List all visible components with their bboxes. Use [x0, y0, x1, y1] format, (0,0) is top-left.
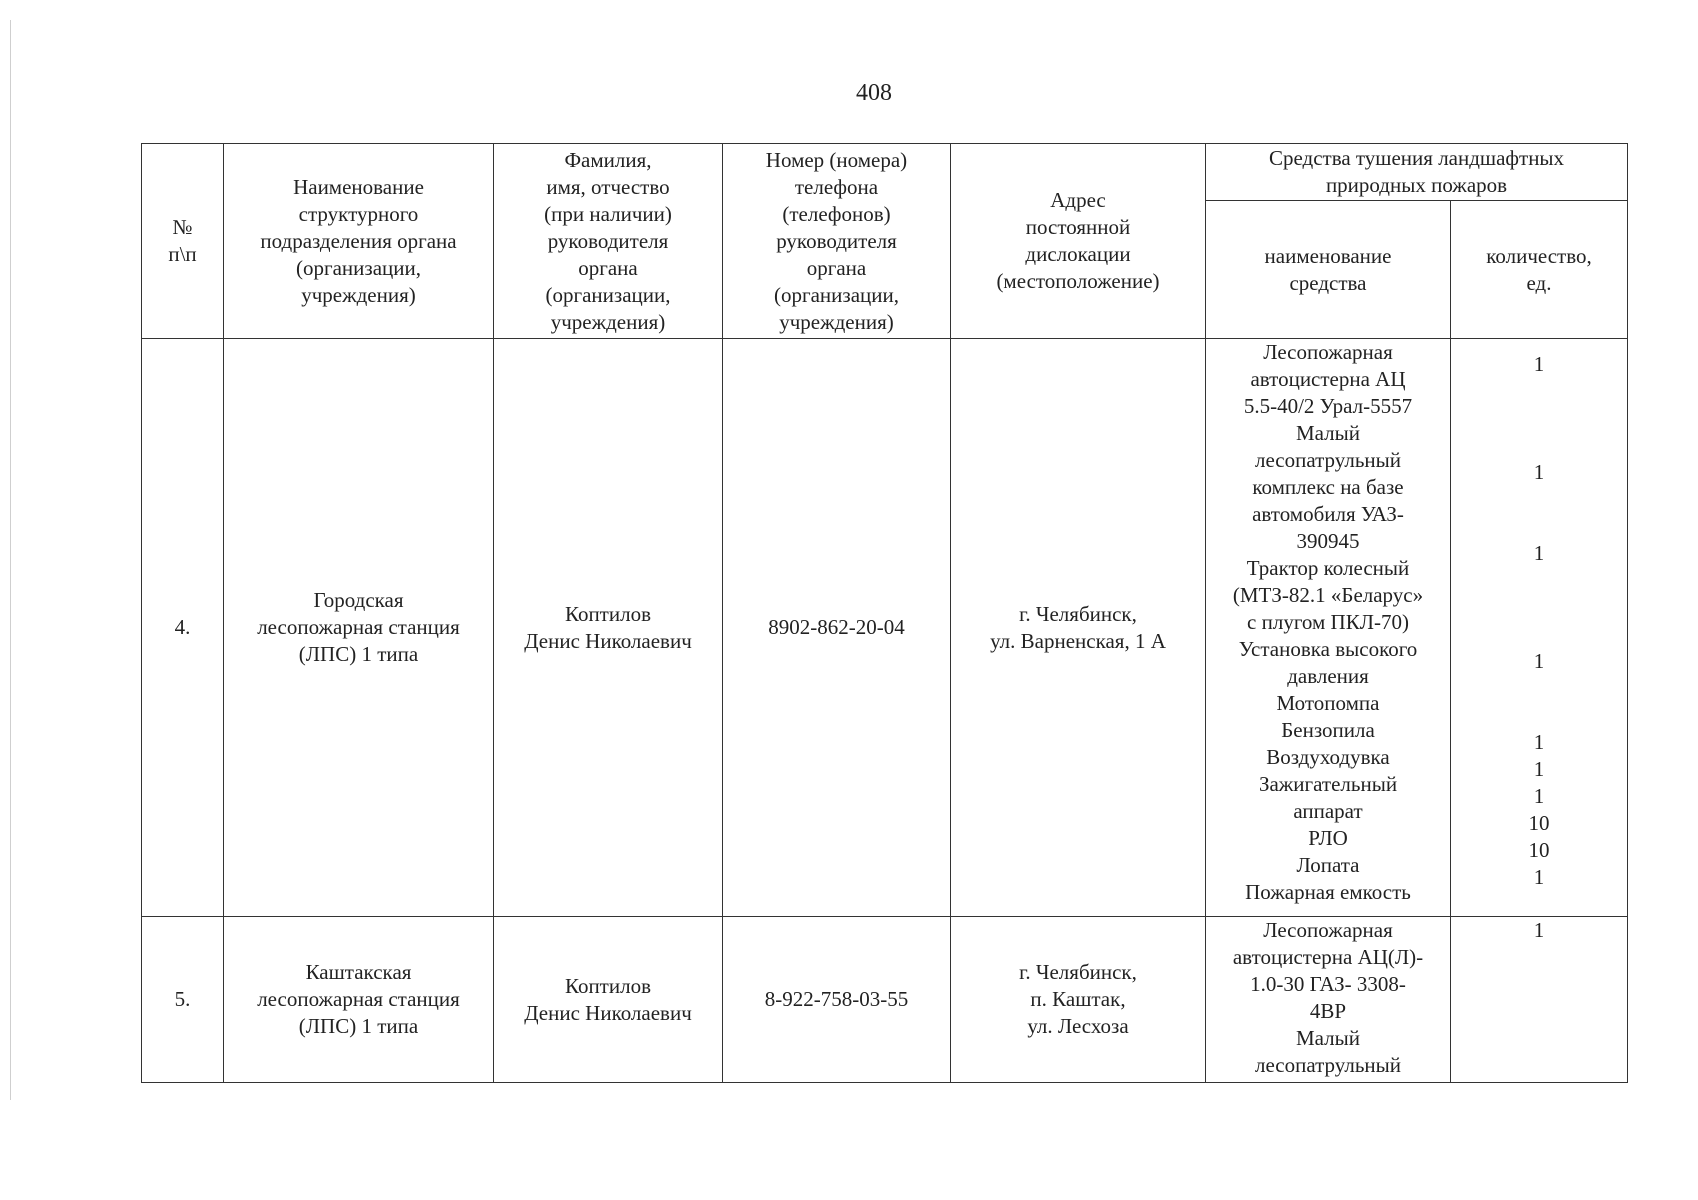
text-line: лесопожарная станция: [257, 987, 460, 1011]
text-line: учреждения): [550, 309, 666, 334]
text-line: п. Каштак,: [1030, 987, 1126, 1011]
text-line: автоцистерна АЦ: [1250, 367, 1406, 391]
text-line: [1451, 378, 1627, 405]
row-num: 4.: [142, 339, 224, 917]
header-row-1: [142, 144, 1628, 201]
row-qty: [1451, 917, 1628, 1083]
row-head: [494, 917, 723, 1083]
text-line: Трактор колесный: [1246, 556, 1410, 580]
row-unit: [224, 917, 494, 1083]
text-line: Лесопожарная: [1263, 918, 1393, 942]
text-line: (МТЗ-82.1 «Беларус»: [1232, 583, 1424, 607]
text-line: 1: [1533, 649, 1545, 673]
text-line: Наименование: [293, 174, 424, 199]
text-line: Зажигательный: [1258, 772, 1398, 796]
text-line: лесопатрульный: [1254, 448, 1402, 472]
text-line: структурного: [298, 201, 419, 226]
text-line: 10: [1528, 838, 1550, 862]
resources-table: [141, 143, 1628, 1083]
text-line: Адрес: [1050, 188, 1106, 212]
text-line: давления: [1287, 664, 1369, 688]
header-head: [494, 144, 723, 339]
page-number: 408: [856, 80, 892, 106]
text-line: №: [172, 215, 193, 239]
text-line: Пожарная емкость: [1245, 880, 1411, 904]
header-address: [951, 144, 1206, 339]
row-unit: [224, 339, 494, 917]
header-means-group: [1206, 144, 1628, 201]
text-line: имя, отчество: [546, 174, 670, 199]
text-line: [1451, 675, 1627, 702]
header-phone: [723, 144, 951, 339]
text-line: с плугом ПКЛ-70): [1247, 610, 1409, 634]
text-line: [1451, 567, 1627, 594]
text-line: (организации,: [296, 255, 421, 280]
text-line: (ЛПС) 1 типа: [298, 642, 419, 666]
text-line: Малый: [1295, 1026, 1360, 1050]
text-line: 1: [1533, 757, 1545, 781]
text-line: постоянной: [1025, 215, 1131, 239]
text-line: лесопатрульный: [1254, 1053, 1402, 1077]
text-line: [1451, 432, 1627, 459]
text-line: Воздуходувка: [1266, 745, 1390, 769]
text-line: автоцистерна АЦ(Л)-: [1232, 945, 1424, 969]
row-phone: 8902-862-20-04: [723, 339, 951, 917]
header-unit: [224, 144, 494, 339]
text-line: ед.: [1526, 270, 1552, 295]
row-address: [951, 917, 1206, 1083]
text-line: [1451, 486, 1627, 513]
text-line: п\п: [168, 242, 197, 266]
text-line: [1451, 702, 1627, 729]
text-line: ул. Лесхоза: [1027, 1014, 1129, 1038]
text-line: телефона: [794, 174, 879, 199]
text-line: природных пожаров: [1325, 173, 1508, 197]
text-line: 1.0-30 ГАЗ- 3308-: [1250, 972, 1406, 996]
text-line: средства: [1289, 270, 1367, 295]
text-line: Мотопомпа: [1276, 691, 1380, 715]
text-line: 390945: [1296, 529, 1360, 553]
text-line: аппарат: [1293, 799, 1363, 823]
text-line: 1: [1533, 784, 1545, 808]
text-line: 10: [1528, 811, 1550, 835]
text-line: руководителя: [776, 228, 897, 253]
text-line: Малый: [1295, 421, 1360, 445]
row-num: 5.: [142, 917, 224, 1083]
text-line: органа: [806, 255, 867, 280]
text-line: (ЛПС) 1 типа: [298, 1014, 419, 1038]
text-line: г. Челябинск,: [1019, 601, 1137, 626]
text-line: (телефонов): [782, 201, 891, 226]
row-head: [494, 339, 723, 917]
header-num: [142, 144, 224, 339]
text-line: 1: [1533, 865, 1545, 889]
row-means: [1206, 917, 1451, 1083]
row-phone: 8-922-758-03-55: [723, 917, 951, 1083]
text-line: наименование: [1264, 243, 1392, 268]
text-line: Лесопожарная: [1263, 340, 1393, 364]
text-line: 1: [1533, 541, 1545, 565]
table-row: [142, 917, 1628, 1083]
text-line: лесопожарная станция: [257, 615, 460, 639]
text-line: (организации,: [545, 282, 671, 307]
text-line: 5.5-40/2 Урал-5557: [1243, 394, 1413, 418]
text-line: Средства тушения ландшафтных: [1268, 146, 1565, 170]
text-line: Городская: [313, 588, 404, 612]
text-line: Лопата: [1296, 853, 1360, 877]
text-line: (организации,: [774, 282, 899, 307]
header-means-name: [1206, 201, 1451, 339]
text-line: Коптилов: [564, 601, 651, 626]
text-line: Денис Николаевич: [524, 628, 692, 653]
text-line: [1451, 513, 1627, 540]
text-line: [1451, 621, 1627, 648]
text-line: (местоположение): [996, 269, 1160, 293]
text-line: руководителя: [547, 228, 669, 253]
text-line: подразделения органа: [260, 228, 457, 253]
text-line: учреждения): [301, 282, 416, 307]
text-line: Денис Николаевич: [524, 1000, 692, 1025]
text-line: (при наличии): [544, 201, 672, 226]
text-line: 4ВР: [1309, 999, 1347, 1023]
text-line: Установка высокого: [1238, 637, 1418, 661]
header-means-qty: [1451, 201, 1628, 339]
row-address: [951, 339, 1206, 917]
scan-edge: [10, 20, 11, 1100]
text-line: г. Челябинск,: [1019, 960, 1137, 984]
text-line: РЛО: [1308, 826, 1348, 850]
text-line: 1: [1533, 352, 1545, 376]
table-row: [142, 339, 1628, 917]
text-line: Бензопила: [1281, 718, 1375, 742]
text-line: 1: [1533, 730, 1545, 754]
text-line: [1451, 405, 1627, 432]
text-line: автомобиля УАЗ-: [1252, 502, 1404, 526]
text-line: учреждения): [779, 309, 894, 334]
text-line: ул. Варненская, 1 А: [990, 628, 1166, 653]
text-line: 1: [1533, 918, 1545, 942]
text-line: Каштакская: [305, 960, 412, 984]
text-line: Коптилов: [564, 973, 651, 998]
text-line: комплекс на базе: [1252, 475, 1404, 499]
row-qty: [1451, 339, 1628, 917]
text-line: органа: [578, 255, 638, 280]
text-line: Фамилия,: [564, 147, 652, 172]
text-line: [1451, 594, 1627, 621]
text-line: количество,: [1486, 243, 1592, 268]
text-line: дислокации: [1025, 242, 1131, 266]
row-means: [1206, 339, 1451, 917]
text-line: Номер (номера): [765, 147, 908, 172]
text-line: 1: [1533, 460, 1545, 484]
